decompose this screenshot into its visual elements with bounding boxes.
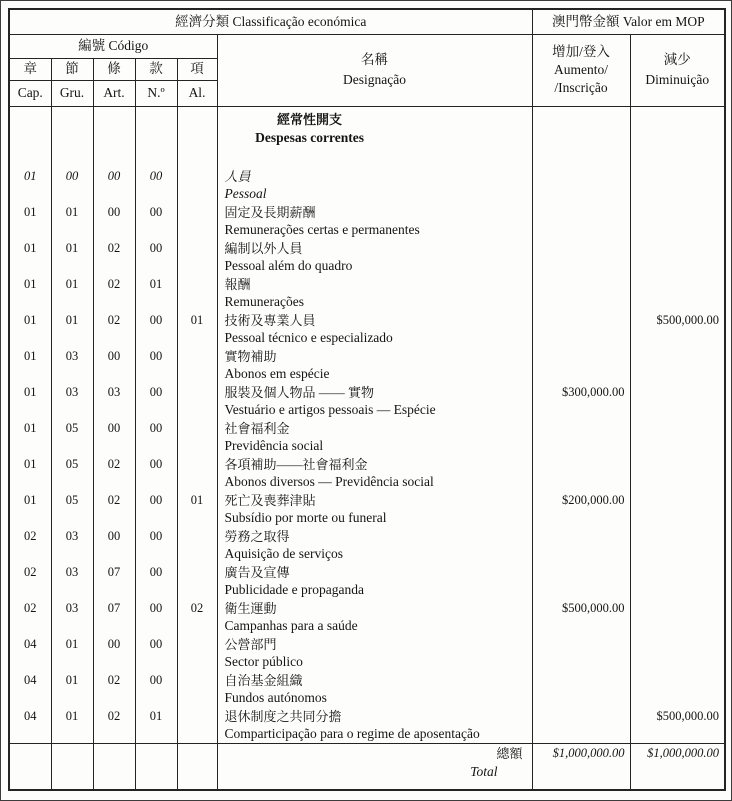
code-al: 02	[177, 599, 217, 635]
amount-decrease	[630, 455, 725, 491]
total-section	[9, 743, 725, 790]
code-al	[177, 167, 217, 203]
amount-increase	[532, 203, 630, 239]
amount-increase	[532, 419, 630, 455]
code-gru: 03	[51, 527, 93, 563]
budget-row	[9, 311, 725, 347]
designation-pt: Campanhas para a saúde	[224, 618, 358, 633]
amount-decrease	[630, 106, 725, 167]
code-gru	[51, 106, 93, 167]
code-art: 07	[93, 599, 135, 635]
code-al	[177, 671, 217, 707]
amount-increase	[532, 563, 630, 599]
code-cap: 04	[9, 635, 51, 671]
header-decrease	[630, 34, 725, 106]
header-economic-classification: 經濟分類 Classificação económica	[9, 9, 532, 34]
budget-row	[9, 635, 725, 671]
designation-cell	[217, 527, 532, 563]
code-gru: 03	[51, 347, 93, 383]
amount-decrease	[630, 527, 725, 563]
code-n: 00	[135, 635, 177, 671]
code-art: 02	[93, 275, 135, 311]
col-header-art-abbr: Art.	[93, 80, 135, 106]
code-gru	[51, 743, 93, 790]
code-cap: 02	[9, 563, 51, 599]
code-gru: 03	[51, 599, 93, 635]
designation-zh: 報酬	[224, 276, 251, 292]
designation-cell	[217, 419, 532, 455]
code-gru: 01	[51, 311, 93, 347]
designation-zh: 退休制度之共同分擔	[224, 708, 342, 724]
designation-cell	[217, 671, 532, 707]
budget-row	[9, 599, 725, 635]
code-cap: 01	[9, 491, 51, 527]
code-gru: 03	[51, 383, 93, 419]
col-header-n-abbr: N.º	[135, 80, 177, 106]
code-n	[135, 106, 177, 167]
code-art: 00	[93, 635, 135, 671]
code-al: 01	[177, 311, 217, 347]
col-header-gru-abbr: Gru.	[51, 80, 93, 106]
designation-cell	[217, 239, 532, 275]
designation-cell	[217, 167, 532, 203]
code-gru: 05	[51, 455, 93, 491]
code-n: 00	[135, 419, 177, 455]
designation-pt: Pessoal técnico e especializado	[224, 330, 393, 345]
amount-increase	[532, 275, 630, 311]
budget-row	[9, 203, 725, 239]
total-label-zh: 總額	[496, 745, 523, 761]
code-art: 07	[93, 563, 135, 599]
amount-decrease	[630, 347, 725, 383]
code-gru: 01	[51, 275, 93, 311]
section-heading-pt: Despesas correntes	[255, 129, 364, 145]
designation-pt: Abonos em espécie	[224, 366, 330, 381]
code-gru: 00	[51, 167, 93, 203]
amount-decrease	[630, 599, 725, 635]
section-heading-row	[9, 106, 725, 167]
amount-decrease: $500,000.00	[630, 707, 725, 744]
code-al	[177, 419, 217, 455]
code-gru: 05	[51, 491, 93, 527]
budget-row	[9, 455, 725, 491]
code-al	[177, 106, 217, 167]
designation-pt: Aquisição de serviços	[224, 546, 343, 561]
code-cap	[9, 743, 51, 790]
budget-row	[9, 671, 725, 707]
amount-increase	[532, 239, 630, 275]
budget-table	[8, 8, 726, 791]
designation-cell	[217, 275, 532, 311]
code-cap: 01	[9, 203, 51, 239]
budget-row	[9, 419, 725, 455]
amount-decrease	[630, 563, 725, 599]
designation-cell	[217, 347, 532, 383]
code-cap: 02	[9, 527, 51, 563]
code-n: 00	[135, 455, 177, 491]
code-n: 00	[135, 311, 177, 347]
code-al	[177, 239, 217, 275]
code-n: 00	[135, 203, 177, 239]
code-cap: 02	[9, 599, 51, 635]
amount-increase: $200,000.00	[532, 491, 630, 527]
code-n	[135, 743, 177, 790]
code-art: 00	[93, 419, 135, 455]
col-header-n-zh: 款	[135, 58, 177, 80]
designation-zh: 衛生運動	[224, 600, 277, 616]
designation-cell	[217, 491, 532, 527]
amount-increase	[532, 635, 630, 671]
amount-decrease	[630, 419, 725, 455]
code-cap: 01	[9, 311, 51, 347]
designation-cell	[217, 383, 532, 419]
amount-decrease	[630, 239, 725, 275]
amount-decrease	[630, 167, 725, 203]
designation-pt: Pessoal além do quadro	[224, 258, 353, 273]
designation-zh: 固定及長期薪酬	[224, 204, 316, 220]
code-n: 00	[135, 491, 177, 527]
code-al	[177, 455, 217, 491]
code-al	[177, 707, 217, 744]
col-header-art-zh: 條	[93, 58, 135, 80]
designation-pt: Publicidade e propaganda	[224, 582, 364, 597]
budget-row	[9, 239, 725, 275]
section-heading-body	[9, 106, 725, 167]
table-header	[9, 9, 725, 106]
budget-row	[9, 491, 725, 527]
amount-increase	[532, 347, 630, 383]
code-al	[177, 347, 217, 383]
budget-row	[9, 167, 725, 203]
header-increase	[532, 34, 630, 106]
designation-cell	[217, 203, 532, 239]
designation-zh: 各項補助——社會福利金	[224, 456, 368, 472]
designation-pt: Fundos autónomos	[224, 690, 327, 705]
code-al	[177, 203, 217, 239]
amount-increase	[532, 671, 630, 707]
col-header-cap-zh: 章	[9, 58, 51, 80]
budget-row	[9, 563, 725, 599]
code-n: 00	[135, 239, 177, 275]
budget-rows	[9, 167, 725, 744]
col-header-cap-abbr: Cap.	[9, 80, 51, 106]
designation-pt: Remunerações certas e permanentes	[224, 222, 420, 237]
designation-zh: 社會福利金	[224, 420, 290, 436]
col-header-gru-zh: 節	[51, 58, 93, 80]
designation-zh: 公營部門	[224, 636, 277, 652]
code-art	[93, 743, 135, 790]
code-gru: 01	[51, 671, 93, 707]
header-designation-zh: 名稱	[361, 52, 389, 67]
code-gru: 01	[51, 707, 93, 744]
code-art: 02	[93, 311, 135, 347]
code-al	[177, 275, 217, 311]
designation-zh: 勞務之取得	[224, 528, 290, 544]
code-cap	[9, 106, 51, 167]
code-cap: 01	[9, 455, 51, 491]
header-code: 編號 Código	[9, 34, 217, 58]
header-decrease-pt: Diminuição	[645, 72, 710, 87]
code-cap: 04	[9, 707, 51, 744]
designation-cell	[217, 599, 532, 635]
code-n: 00	[135, 563, 177, 599]
designation-zh: 廣告及宣傳	[224, 564, 290, 580]
code-al	[177, 635, 217, 671]
code-gru: 05	[51, 419, 93, 455]
amount-increase	[532, 707, 630, 744]
designation-pt: Subsídio por morte ou funeral	[224, 510, 387, 525]
amount-increase	[532, 167, 630, 203]
code-art: 02	[93, 491, 135, 527]
section-heading-zh: 經常性開支	[277, 111, 343, 127]
designation-pt: Abonos diversos — Previdência social	[224, 474, 434, 489]
amount-decrease	[630, 671, 725, 707]
header-increase-zh: 增加/登入	[552, 44, 610, 59]
code-art: 02	[93, 455, 135, 491]
amount-increase	[532, 106, 630, 167]
code-n: 00	[135, 671, 177, 707]
code-art: 02	[93, 707, 135, 744]
designation-cell	[217, 635, 532, 671]
designation-pt: Previdência social	[224, 438, 324, 453]
amount-decrease	[630, 383, 725, 419]
amount-decrease: $500,000.00	[630, 311, 725, 347]
code-cap: 01	[9, 239, 51, 275]
amount-increase: $500,000.00	[532, 599, 630, 635]
budget-row	[9, 275, 725, 311]
code-n: 01	[135, 707, 177, 744]
amount-increase	[532, 311, 630, 347]
header-increase-pt2: /Inscrição	[554, 80, 608, 95]
budget-row	[9, 527, 725, 563]
budget-row	[9, 347, 725, 383]
total-label-pt: Total	[470, 763, 498, 779]
code-n: 00	[135, 599, 177, 635]
code-cap: 01	[9, 347, 51, 383]
amount-decrease	[630, 635, 725, 671]
amount-increase	[532, 527, 630, 563]
code-n: 00	[135, 167, 177, 203]
budget-row	[9, 383, 725, 419]
section-heading-cell	[217, 106, 532, 167]
code-n: 01	[135, 275, 177, 311]
designation-pt: Sector público	[224, 654, 303, 669]
designation-pt: Comparticipação para o regime de aposentação	[224, 726, 480, 741]
total-amount-decrease: $1,000,000.00	[630, 743, 725, 790]
designation-pt: Pessoal	[224, 186, 267, 201]
code-al	[177, 743, 217, 790]
designation-cell	[217, 455, 532, 491]
budget-row	[9, 707, 725, 744]
amount-decrease	[630, 491, 725, 527]
code-art: 02	[93, 239, 135, 275]
col-header-al-abbr: Al.	[177, 80, 217, 106]
code-art: 03	[93, 383, 135, 419]
designation-pt: Vestuário e artigos pessoais — Espécie	[224, 402, 436, 417]
code-n: 00	[135, 527, 177, 563]
designation-zh: 實物補助	[224, 348, 277, 364]
code-cap: 01	[9, 275, 51, 311]
total-row	[9, 743, 725, 790]
code-gru: 03	[51, 563, 93, 599]
code-al	[177, 527, 217, 563]
code-art: 00	[93, 203, 135, 239]
header-designation-pt: Designação	[343, 72, 407, 87]
code-art: 00	[93, 527, 135, 563]
designation-zh: 服裝及個人物品 —— 實物	[224, 384, 375, 400]
header-decrease-zh: 減少	[663, 52, 691, 67]
designation-zh: 人員	[224, 168, 251, 184]
code-al	[177, 563, 217, 599]
code-gru: 01	[51, 203, 93, 239]
amount-decrease	[630, 203, 725, 239]
code-cap: 04	[9, 671, 51, 707]
amount-decrease	[630, 275, 725, 311]
code-art: 00	[93, 167, 135, 203]
designation-cell	[217, 707, 532, 744]
code-art	[93, 106, 135, 167]
code-cap: 01	[9, 383, 51, 419]
amount-increase	[532, 455, 630, 491]
col-header-al-zh: 項	[177, 58, 217, 80]
amount-increase: $300,000.00	[532, 383, 630, 419]
designation-zh: 技術及專業人員	[224, 312, 316, 328]
code-cap: 01	[9, 419, 51, 455]
code-gru: 01	[51, 239, 93, 275]
designation-cell	[217, 563, 532, 599]
code-al	[177, 383, 217, 419]
code-art: 00	[93, 347, 135, 383]
code-gru: 01	[51, 635, 93, 671]
code-art: 02	[93, 671, 135, 707]
code-cap: 01	[9, 167, 51, 203]
code-n: 00	[135, 347, 177, 383]
header-mop-value: 澳門幣金額 Valor em MOP	[532, 9, 725, 34]
designation-zh: 自治基金組織	[224, 672, 303, 688]
designation-zh: 死亡及喪葬津貼	[224, 492, 316, 508]
total-label-cell	[217, 743, 532, 790]
header-designation	[217, 34, 532, 106]
total-amount-increase: $1,000,000.00	[532, 743, 630, 790]
designation-zh: 編制以外人員	[224, 240, 303, 256]
designation-pt: Remunerações	[224, 294, 304, 309]
header-increase-pt1: Aumento/	[554, 62, 609, 77]
code-al: 01	[177, 491, 217, 527]
designation-cell	[217, 311, 532, 347]
code-n: 00	[135, 383, 177, 419]
